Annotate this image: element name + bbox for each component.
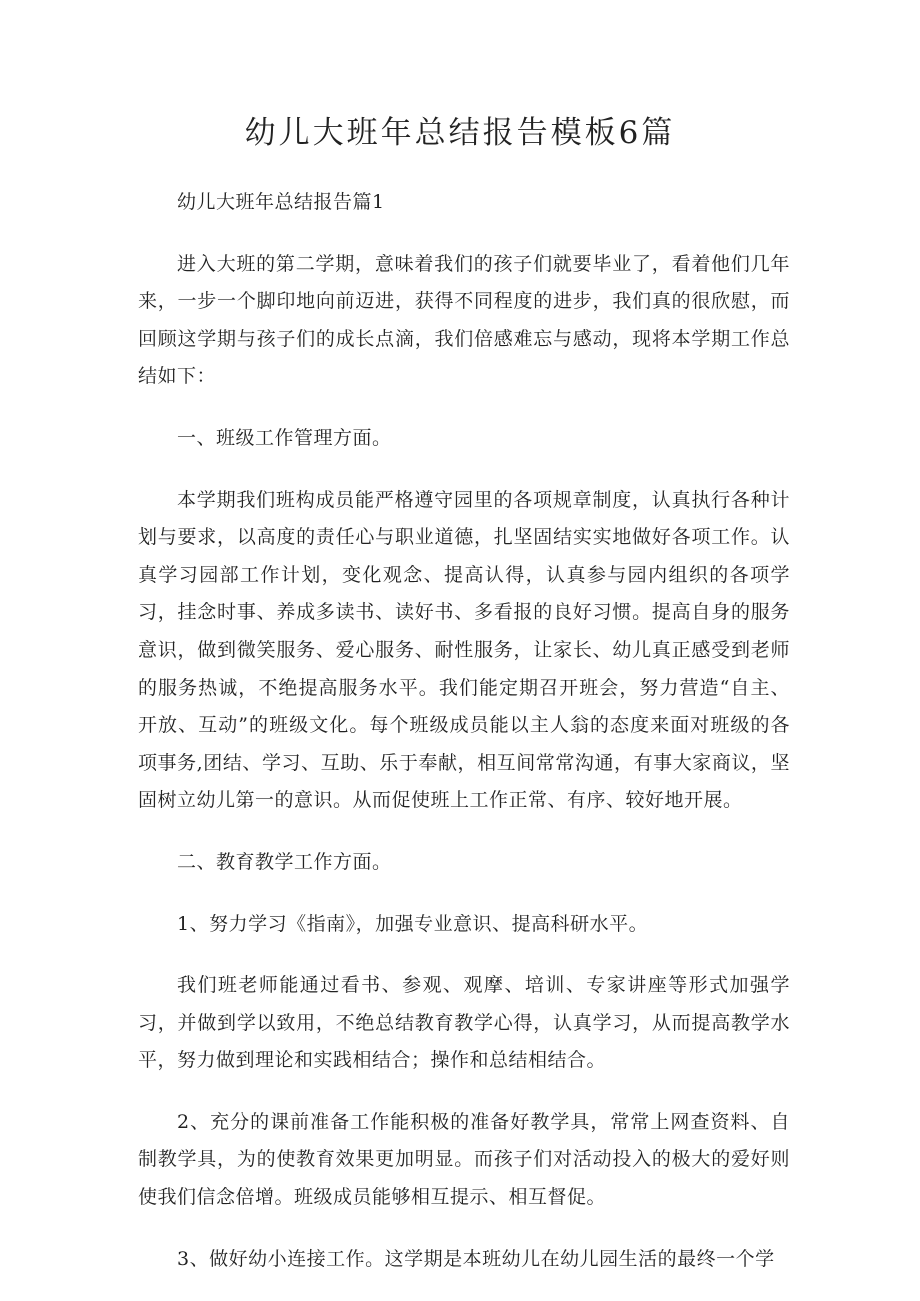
paragraph-study: 我们班老师能通过看书、参观、观摩、培训、专家讲座等形式加强学习，并做到学以致用，不绝总结教育教学心得，认真学习，从而提高教学水平，努力做到理论和实践相结合；操作和总结相结合。 [138,974,790,1072]
paragraph-intro: 进入大班的第二学期，意味着我们的孩子们就要毕业了，看着他们几年来，一步一个脚印地向前迈进，获得不同程度的进步，我们真的很欣慰，而回顾这学期与孩子们的成长点滴，我们倍感难忘与感动，现将本学期工作总结如下： [138,252,790,388]
heading-teaching-work: 二、教育教学工作方面。 [177,850,392,873]
document-title: 幼儿大班年总结报告模板6篇 [244,115,676,151]
heading-class-management: 一、班级工作管理方面。 [177,426,392,449]
item-2-paragraph: 2、充分的课前准备工作能积极的准备好教学具，常常上网查资料、自制教学具，为的使教育效果更加明显。而孩子们对活动投入的极大的爱好则使我们信念倍增。班级成员能够相互提示、相互督促。 [138,1110,790,1209]
item-3-paragraph: 3、做好幼小连接工作。这学期是本班幼儿在幼儿园生活的最终一个学 [177,1247,775,1270]
section-heading: 幼儿大班年总结报告篇1 [177,191,385,213]
paragraph-class-management: 本学期我们班构成员能严格遵守园里的各项规章制度，认真执行各种计划与要求，以高度的责任心与职业道德，扎坚固结实实地做好各项工作。认真学习园部工作计划，变化观念、提高认得，认真参与园内组织的各项学习，挂念时事、养成多读书、读好书、多看报的良好习惯。提高自身的服务意识，做到微笑服务、爱心服务、耐性服务，让家长、幼儿真正感受到老师的服务热诚，不绝提高服务水平。我们能定期召开班会，努力营造“自主、开放、互动”的班级文化。每个班级成员能以主人翁的态度来面对班级的各项事务,团结、学习、互助、乐于奉献，相互间常常沟通，有事大家商议，坚固树立幼儿第一的意识。从而促使班上工作正常、有序、较好地开展。 [138,488,790,812]
document-body [138,184,790,1278]
item-1-heading: 1、努力学习《指南》，加强专业意识、提高科研水平。 [177,912,649,935]
